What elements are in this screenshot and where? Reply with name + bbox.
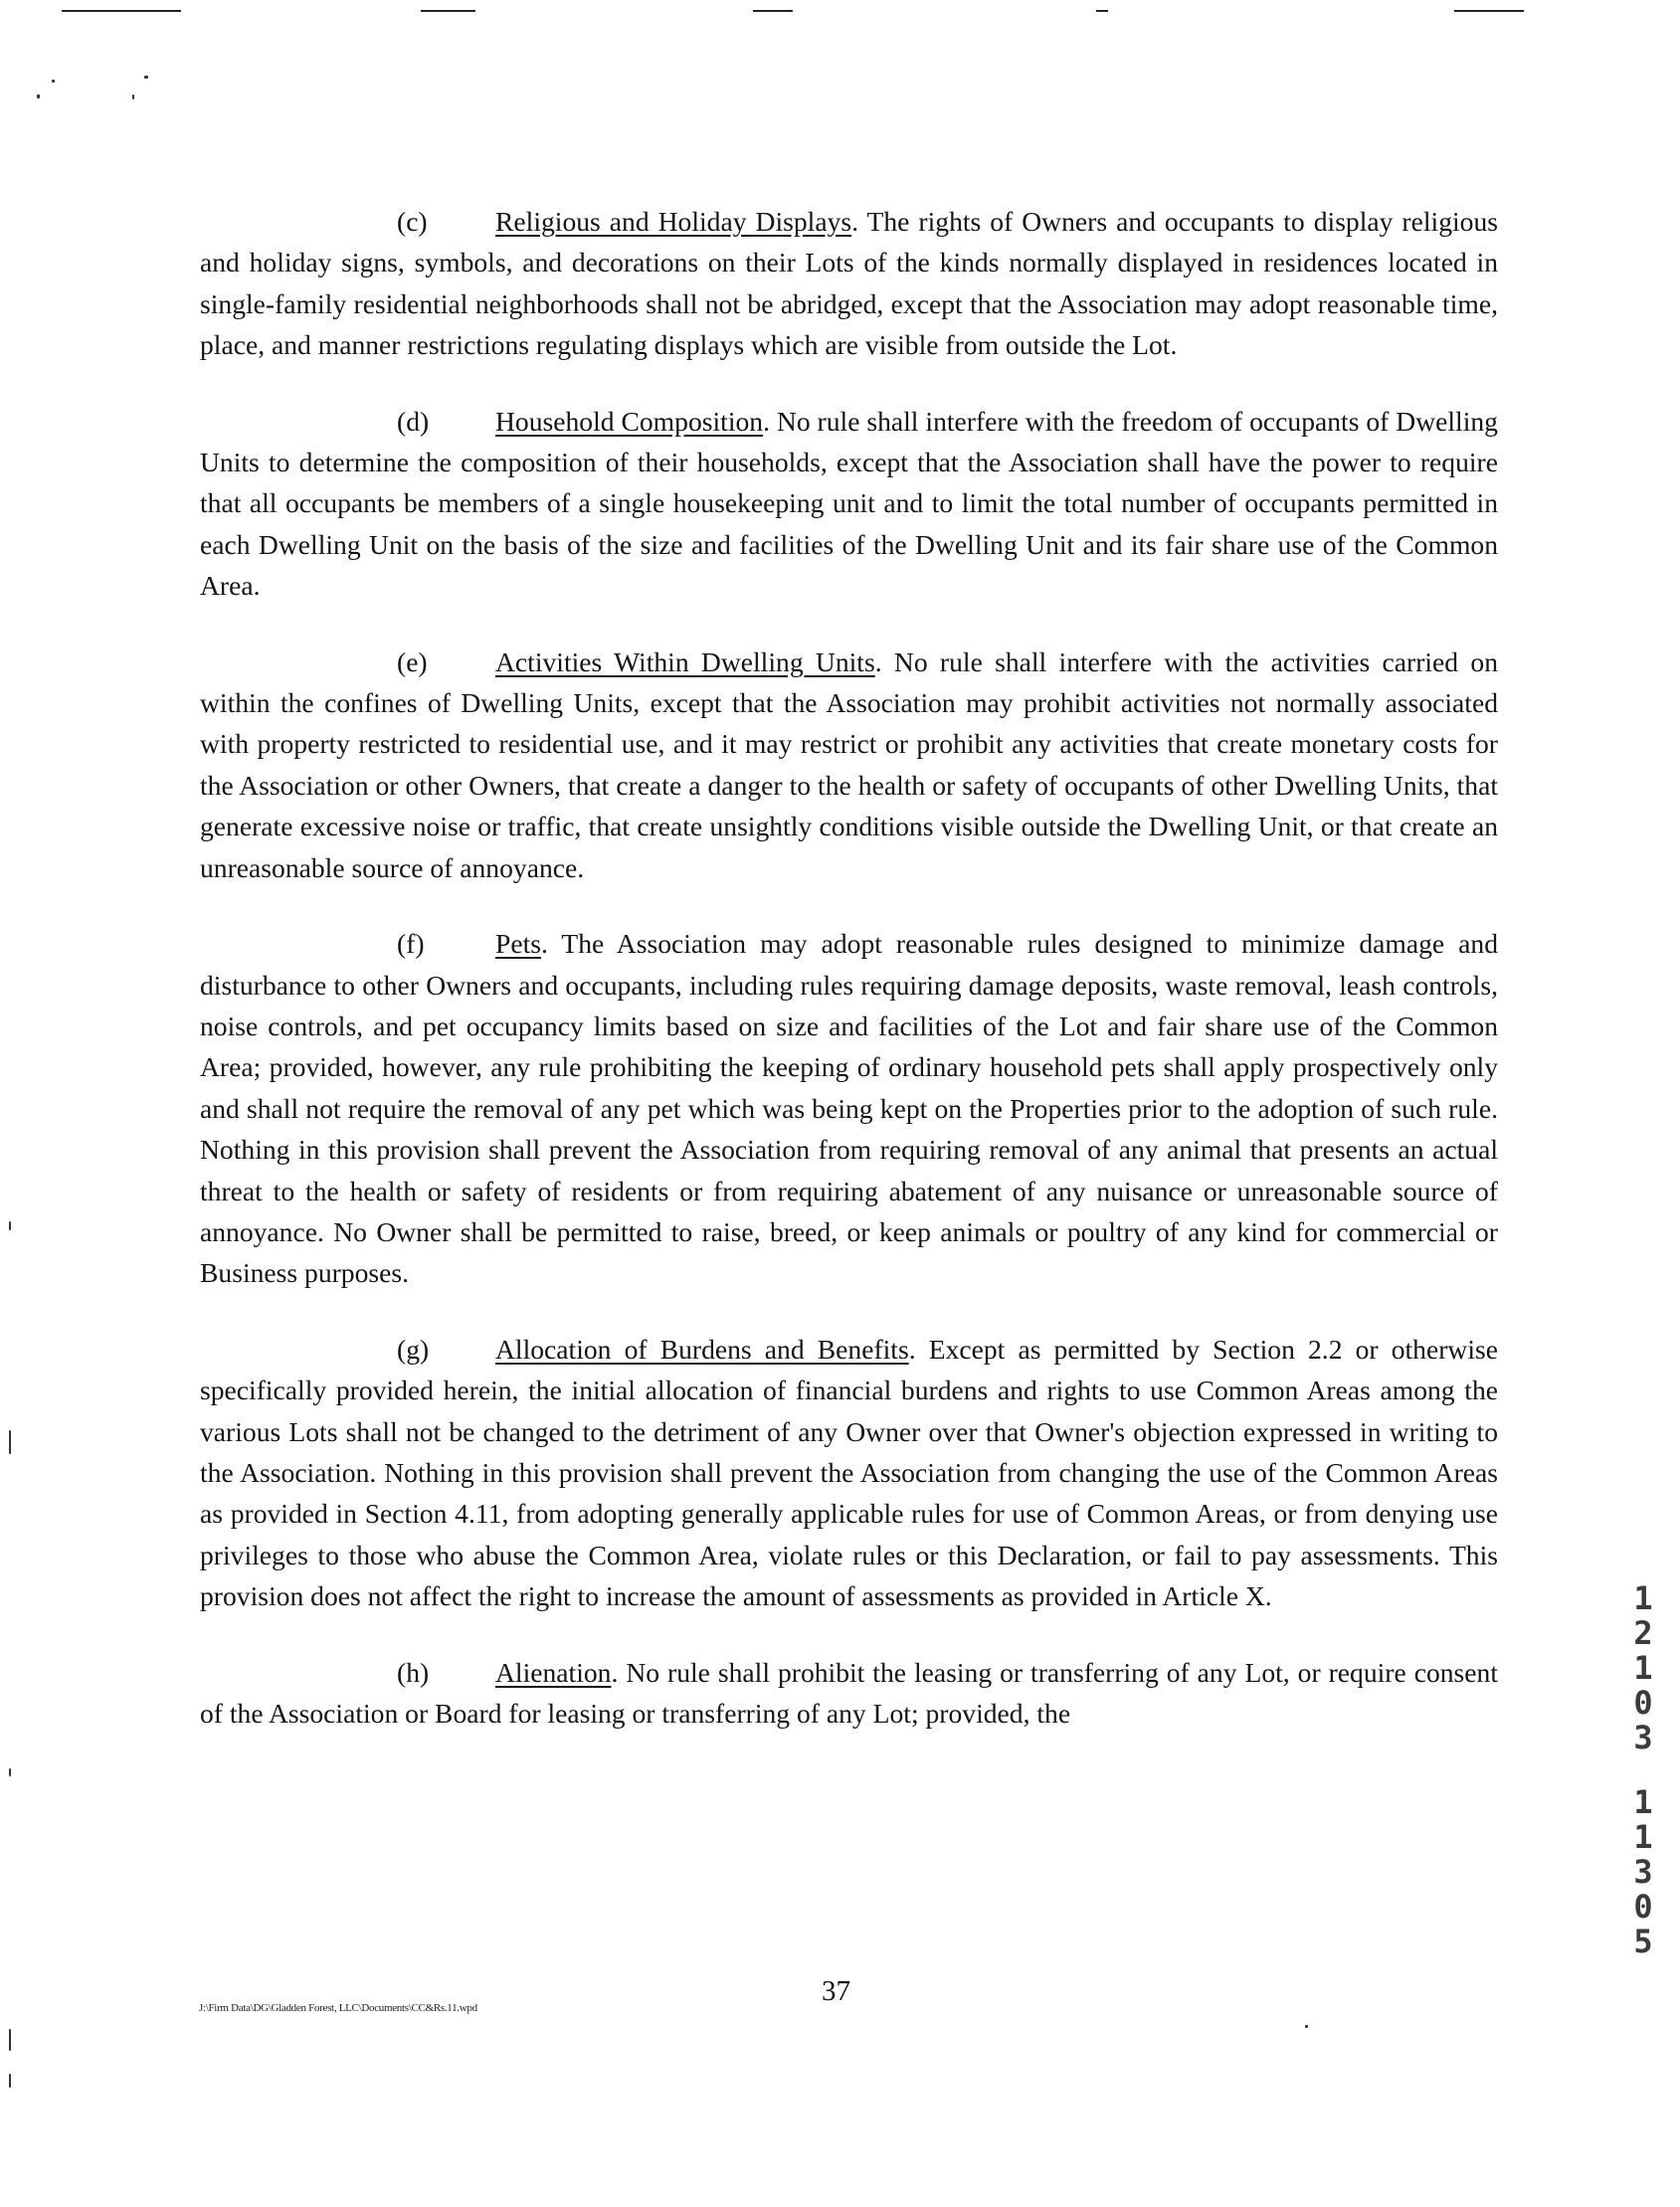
scan-speck: [144, 76, 148, 79]
scan-edge-mark: [421, 10, 475, 12]
paragraph-e: [200, 642, 1498, 888]
scan-speck: [9, 1768, 11, 1776]
paragraph-g: [200, 1329, 1498, 1617]
scan-speck: [9, 1221, 11, 1230]
stamp-digit: 3: [1633, 1853, 1653, 1891]
scan-speck: [52, 80, 55, 83]
paragraph-text: . No rule shall prohibit the leasing or transferring of any Lot, or require consent of the Association or Board for leasing or transferring of any Lot; provided, the: [200, 1656, 1498, 1729]
stamp-digit: 1: [1633, 1649, 1653, 1687]
paragraph-marker: (g): [397, 1333, 430, 1365]
stamp-digit: 0: [1633, 1684, 1653, 1722]
footer-file-path: J:\Firm Data\DG\Gladden Forest, LLC\Documents\CC&Rs.11.wpd: [199, 2002, 477, 2014]
paragraph-text: . The rights of Owners and occupants to display religious and holiday signs, symbols, and decorations on their Lots of the kinds normally displayed in residences located in single-family residential neighborhoods shall not be abridged, except that the Association may adopt reasonable time, place, and manner restrictions regulating displays which are visible from outside the Lot.: [200, 206, 1498, 361]
paragraph-heading: Alienation: [495, 1656, 612, 1688]
paragraph-marker: (e): [397, 645, 428, 677]
scan-edge-mark: [1454, 10, 1524, 12]
scan-edge-mark: [1096, 10, 1108, 12]
paragraph-heading: Allocation of Burdens and Benefits: [495, 1333, 909, 1365]
scan-speck: [1305, 2025, 1308, 2028]
stamp-digit: 1: [1633, 1818, 1653, 1856]
paragraph-d: [200, 401, 1498, 607]
paragraph-marker: (f): [397, 928, 425, 960]
scan-speck: [132, 94, 134, 99]
stamp-digit: 1: [1633, 1579, 1653, 1617]
paragraph-marker: (d): [397, 405, 430, 437]
scan-speck: [9, 2074, 11, 2088]
paragraph-text: . No rule shall interfere with the freedom of occupants of Dwelling Units to determine the composition of their households, except that the Association shall have the power to require that all occupants be members of a single housekeeping unit and to limit the total number of occupants permitted in each Dwelling Unit on the basis of the size and facilities of the Dwelling Unit and its fair share use of the Common Area.: [200, 405, 1498, 602]
scan-edge-mark: [753, 10, 793, 12]
stamp-digit: 1: [1633, 1783, 1653, 1821]
recording-number-stamp: [1623, 1581, 1663, 1959]
paragraph-marker: (h): [397, 1656, 430, 1688]
paragraph-heading: Household Composition: [495, 405, 764, 437]
paragraph-heading: Pets: [495, 928, 541, 960]
paragraph-text: . Except as permitted by Section 2.2 or otherwise specifically provided herein, the initial allocation of financial burdens and rights to use Common Areas among the various Lots shall not be changed to the detriment of any Owner over that Owner's objection expressed in writing to the Association. Nothing in this provision shall prevent the Association from changing the use of the Common Areas as provided in Section 4.11, from adopting generally applicable rules for use of Common Areas, or from denying use privileges to those who abuse the Common Area, violate rules or this Declaration, or fail to pay assessments. This provision does not affect the right to increase the amount of assessments as provided in Article X.: [200, 1333, 1498, 1612]
paragraph-text: . The Association may adopt reasonable rules designed to minimize damage and disturbance to other Owners and occupants, including rules requiring damage deposits, waste removal, leash controls, noise controls, and pet occupancy limits based on size and facilities of the Lot and fair share use of the Common Area; provided, however, any rule prohibiting the keeping of ordinary household pets shall apply prospectively only and shall not require the removal of any pet which was being kept on the Properties prior to the adoption of such rule. Nothing in this provision shall prevent the Association from requiring removal of any animal that presents an actual threat to the health or safety of residents or from requiring abatement of any nuisance or unreasonable source of annoyance. No Owner shall be permitted to raise, breed, or keep animals or poultry of any kind for commercial or Business purposes.: [200, 928, 1498, 1289]
stamp-digit: 0: [1633, 1888, 1653, 1926]
paragraph-c: [200, 201, 1498, 366]
scan-speck: [37, 94, 40, 98]
paragraph-f: [200, 923, 1498, 1294]
scan-speck: [9, 2029, 11, 2051]
paragraph-heading: Activities Within Dwelling Units: [495, 645, 875, 677]
paragraph-marker: (c): [397, 206, 428, 237]
scan-edge-mark: [62, 10, 181, 12]
page-number: 37: [822, 1975, 850, 2007]
stamp-gap: [1623, 1755, 1663, 1785]
stamp-digit: 3: [1633, 1719, 1653, 1756]
scan-speck: [9, 1430, 11, 1454]
document-body: [200, 201, 1498, 1768]
paragraph-heading: Religious and Holiday Displays: [495, 206, 852, 237]
stamp-digit: 5: [1633, 1923, 1653, 1960]
paragraph-text: . No rule shall interfere with the activities carried on within the confines of Dwelling Units, except that the Association may prohibit activities not normally associated with property restricted to residential use, and it may restrict or prohibit any activities that create monetary costs for the Association or other Owners, that create a danger to the health or safety of occupants of other Dwelling Units, that generate excessive noise or traffic, that create unsightly conditions visible outside the Dwelling Unit, or that create an unreasonable source of annoyance.: [200, 645, 1498, 883]
paragraph-h: [200, 1652, 1498, 1735]
stamp-digit: 2: [1633, 1614, 1653, 1652]
